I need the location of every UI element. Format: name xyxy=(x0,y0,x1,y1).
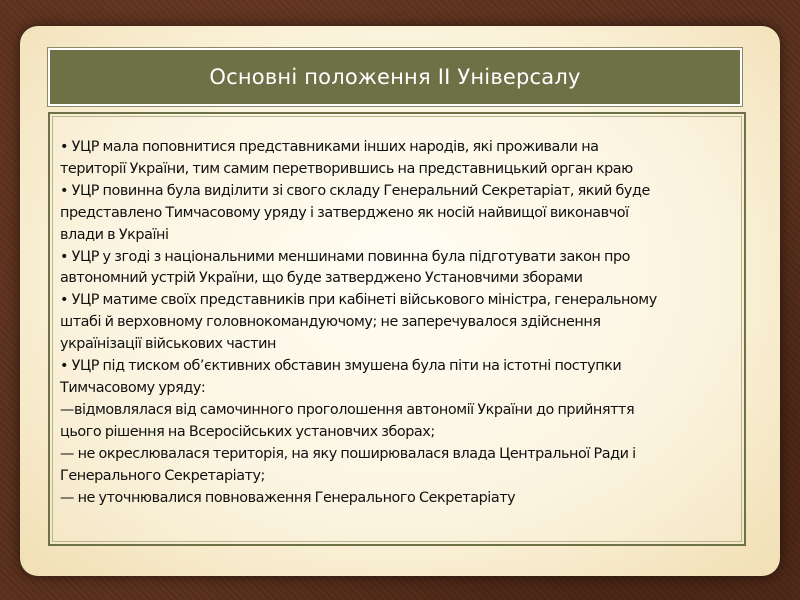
text-line: • УЦР під тиском об’єктивних обставин змушена була піти на істотні поступки xyxy=(60,358,622,375)
text-line: • УЦР у згоді з національними меншинами повинна була підготувати закон про xyxy=(60,248,631,265)
text-line: цього рішення на Всеросійських установчих зборах; xyxy=(60,423,435,440)
text-line: влади в Україні xyxy=(60,226,169,243)
text-line: • УЦР матиме своїх представників при кабінеті військового міністра, генеральному xyxy=(60,292,657,309)
slide-title: Основні положення ІІ Універсалу xyxy=(209,65,581,89)
text-line: штабі й верховному головнокомандуючому; не заперечувалося здійснення xyxy=(60,314,601,331)
text-line: — не уточнювалися повноваження Генерального Секретаріату xyxy=(60,489,516,506)
text-line: території України, тим самим перетворившись на представницький орган краю xyxy=(60,160,633,177)
text-line: Генерального Секретаріату; xyxy=(60,467,265,484)
title-bar xyxy=(48,48,742,106)
slide xyxy=(20,26,780,576)
text-line: • УЦР повинна була виділити зі свого складу Генеральний Секретаріат, який буде xyxy=(60,182,650,199)
text-line: Тимчасовому уряду: xyxy=(60,379,206,396)
content-box xyxy=(48,112,746,546)
text-line: автономний устрій України, що буде затверджено Установчими зборами xyxy=(60,270,583,287)
text-line: — не окреслювалася територія, на яку поширювалася влада Центральної Ради і xyxy=(60,445,636,462)
text-line: українізації військових частин xyxy=(60,336,276,353)
text-line: представлено Тимчасовому уряду і затверджено як носій найвищої виконавчої xyxy=(60,204,629,221)
text-line: —відмовлялася від самочинного проголошення автономії України до прийняття xyxy=(60,401,635,418)
text-line: • УЦР мала поповнитися представниками інших народів, які проживали на xyxy=(60,139,599,155)
